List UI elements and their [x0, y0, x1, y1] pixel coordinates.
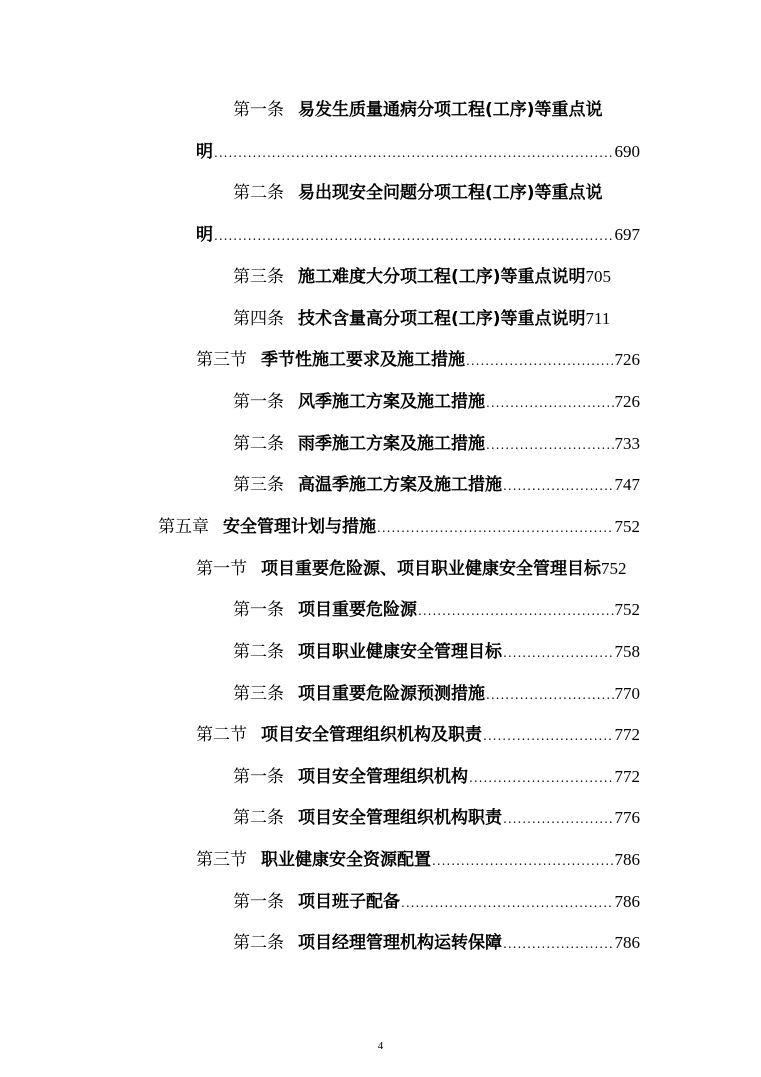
entry-number: 第三节	[196, 850, 247, 870]
toc-entry[interactable]	[233, 888, 640, 916]
entry-page: 770	[614, 684, 640, 703]
toc-entry[interactable]	[233, 263, 640, 291]
entry-page: 786	[614, 892, 640, 911]
entry-title: 项目安全管理组织机构职责	[298, 808, 502, 828]
entry-page: 752	[614, 517, 640, 536]
entry-number: 第四条	[233, 309, 284, 329]
toc-entry[interactable]	[196, 846, 640, 874]
entry-title: 项目重要危险源、项目职业健康安全管理目标	[261, 559, 601, 579]
dot-leader	[503, 639, 614, 667]
entry-number: 第三条	[233, 267, 284, 287]
dot-leader	[401, 889, 614, 917]
entry-title: 风季施工方案及施工措施	[298, 392, 485, 412]
entry-number: 第五章	[158, 517, 209, 537]
entry-number: 第二条	[233, 933, 284, 953]
entry-title: 项目安全管理组织机构	[298, 767, 468, 787]
entry-title: 高温季施工方案及施工措施	[298, 475, 502, 495]
toc-entry[interactable]	[233, 763, 640, 791]
entry-number: 第三条	[233, 475, 284, 495]
entry-title: 项目职业健康安全管理目标	[298, 642, 502, 662]
dot-leader	[214, 222, 614, 250]
entry-number: 第一条	[233, 100, 284, 120]
entry-page: 758	[614, 642, 640, 661]
toc-entry[interactable]	[233, 471, 640, 499]
entry-number: 第二节	[196, 725, 247, 745]
entry-page: 726	[614, 350, 640, 369]
toc-entry[interactable]	[233, 804, 640, 832]
entry-number: 第一条	[233, 767, 284, 787]
toc-entry[interactable]	[233, 929, 640, 957]
entry-title: 安全管理计划与措施	[223, 517, 376, 537]
toc-entry[interactable]	[196, 346, 640, 374]
dot-leader	[432, 847, 614, 875]
toc-entry[interactable]	[233, 388, 640, 416]
toc-entry[interactable]	[196, 138, 640, 166]
entry-title: 项目重要危险源预测措施	[298, 684, 485, 704]
entry-page: 786	[614, 933, 640, 952]
toc-entry[interactable]	[233, 430, 640, 458]
entry-page: 752	[614, 600, 640, 619]
entry-title: 项目重要危险源	[298, 600, 417, 620]
entry-title: 施工难度大分项工程(工序)等重点说明	[298, 267, 586, 287]
entry-title: 季节性施工要求及施工措施	[261, 350, 465, 370]
toc-entry[interactable]	[158, 513, 640, 541]
entry-number: 第三条	[233, 684, 284, 704]
dot-leader	[486, 681, 614, 709]
dot-leader	[486, 389, 614, 417]
toc-entry[interactable]	[233, 680, 640, 708]
entry-page: 752	[601, 559, 627, 578]
footer-page-number: 4	[377, 1040, 384, 1052]
entry-number: 第三节	[196, 350, 247, 370]
toc-entry[interactable]	[196, 221, 640, 249]
toc-entry[interactable]	[233, 96, 653, 124]
entry-number: 第二条	[233, 183, 284, 203]
entry-title: 明	[196, 225, 213, 245]
entry-page: 733	[614, 434, 640, 453]
dot-leader	[503, 805, 614, 833]
entry-number: 第一节	[196, 559, 247, 579]
entry-page: 690	[614, 142, 640, 161]
entry-title: 职业健康安全资源配置	[261, 850, 431, 870]
entry-page: 747	[614, 475, 640, 494]
entry-number: 第一条	[233, 392, 284, 412]
entry-title: 项目经理管理机构运转保障	[298, 933, 502, 953]
entry-number: 第一条	[233, 600, 284, 620]
dot-leader	[503, 930, 614, 958]
entry-number: 第二条	[233, 434, 284, 454]
entry-page: 776	[614, 808, 640, 827]
entry-page: 786	[614, 850, 640, 869]
entry-title: 项目安全管理组织机构及职责	[261, 725, 482, 745]
entry-title: 技术含量高分项工程(工序)等重点说明	[298, 309, 586, 329]
dot-leader	[503, 472, 614, 500]
dot-leader	[466, 347, 614, 375]
entry-page: 726	[614, 392, 640, 411]
dot-leader	[483, 722, 614, 750]
toc-entry[interactable]	[233, 638, 640, 666]
dot-leader	[214, 139, 614, 167]
entry-page: 705	[585, 267, 612, 286]
entry-number: 第二条	[233, 808, 284, 828]
entry-page: 711	[585, 309, 611, 328]
dot-leader	[418, 597, 614, 625]
entry-page: 697	[614, 225, 640, 244]
entry-title: 项目班子配备	[298, 892, 400, 912]
entry-number: 第二条	[233, 642, 284, 662]
entry-number: 第一条	[233, 892, 284, 912]
dot-leader	[469, 764, 614, 792]
toc-entry[interactable]	[233, 179, 653, 207]
toc-entry[interactable]	[233, 305, 640, 333]
entry-page: 772	[614, 725, 640, 744]
entry-page: 772	[614, 767, 640, 786]
entry-title: 雨季施工方案及施工措施	[298, 434, 485, 454]
entry-title: 易出现安全问题分项工程(工序)等重点说	[298, 183, 603, 203]
entry-title: 明	[196, 142, 213, 162]
toc-entry[interactable]	[196, 555, 662, 583]
entry-title: 易发生质量通病分项工程(工序)等重点说	[298, 100, 603, 120]
toc-entry[interactable]	[233, 596, 640, 624]
toc-entry[interactable]	[196, 721, 640, 749]
dot-leader	[486, 431, 614, 459]
dot-leader	[377, 514, 614, 542]
